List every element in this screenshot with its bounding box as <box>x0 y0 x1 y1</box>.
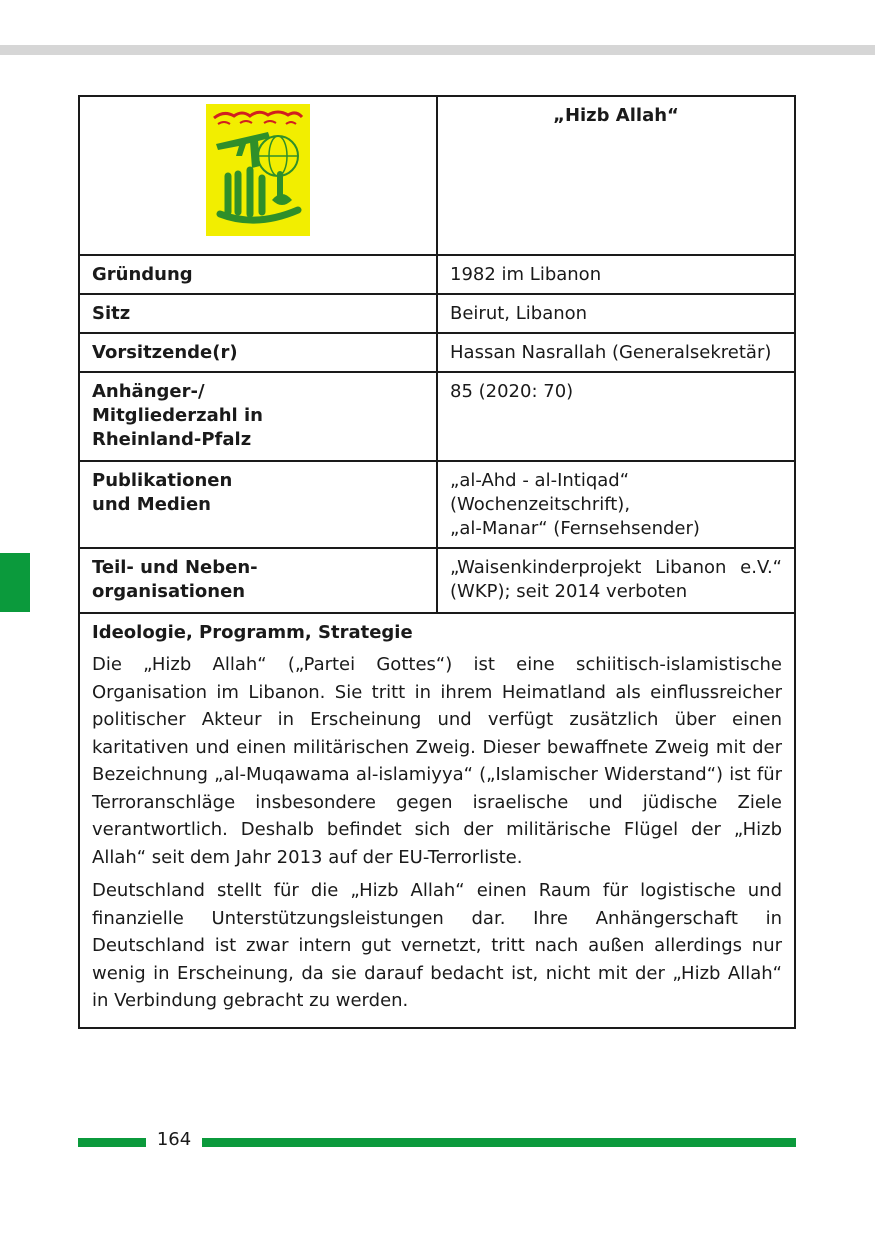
row-value-line: „al-Manar“ (Fernsehsender) <box>450 518 700 539</box>
row-value-line: „al-Ahd - al-Intiqad“ (Wochenzeitschrift), <box>450 470 631 515</box>
row-label-line: Anhänger-/ <box>92 381 205 402</box>
organization-title: „Hizb Allah“ <box>437 96 795 255</box>
row-value: Hassan Nasrallah (Generalsekretär) <box>437 333 795 372</box>
table-row <box>79 461 795 548</box>
ideology-paragraph: Die „Hizb Allah“ („Partei Gottes“) ist eine schiitisch-islamistische Organisation im Libanon. Sie tritt in ihrem Heimatland als einflussreicher politischer Akteur in Erscheinung und verfügt zusätzlich über einen karitativen und einen militärischen Zweig. Dieser bewaffnete Zweig mit der Bezeichnung „al-Muqawama al-islamiyya“ („Islamischer Widerstand“) ist für Terroranschläge insbesondere gegen israelische und jüdische Ziele verantwortlich. Deshalb befindet sich der militärische Flügel der „Hizb Allah“ seit dem Jahr 2013 auf der EU-Terrorliste. <box>92 654 782 868</box>
row-label: Gründung <box>79 255 437 294</box>
row-label: Vorsitzende(r) <box>79 333 437 372</box>
row-value <box>437 461 795 548</box>
row-label-line: Mitgliederzahl in <box>92 405 263 426</box>
ideology-section <box>79 613 795 1028</box>
row-label <box>79 548 437 613</box>
header-row <box>79 96 795 255</box>
footer-rule-left <box>78 1138 146 1147</box>
row-label <box>79 461 437 548</box>
page-number: 164 <box>156 1129 192 1150</box>
table-row <box>79 255 795 294</box>
row-label-line: und Medien <box>92 494 211 515</box>
table-row <box>79 333 795 372</box>
row-label-line: Rheinland-Pfalz <box>92 429 252 450</box>
table-row <box>79 548 795 613</box>
chapter-tab-marker <box>0 553 30 612</box>
ideology-paragraph: Deutschland stellt für die „Hizb Allah“ einen Raum für logistische und finanzielle Unterstützungsleistungen dar. Ihre Anhängerschaft in Deutschland ist zwar intern gut vernetzt, tritt nach außen allerdings nur wenig in Erscheinung, da sie darauf bedacht ist, nicht mit der „Hizb Allah“ in Verbindung gebracht zu werden. <box>92 880 782 1011</box>
organization-profile-table <box>78 95 796 1029</box>
row-value: 85 (2020: 70) <box>437 372 795 461</box>
row-label-line: organisationen <box>92 581 246 602</box>
top-rule <box>0 45 875 55</box>
table-row <box>79 372 795 461</box>
footer-rule-right <box>202 1138 796 1147</box>
ideology-title: Ideologie, Programm, Strategie <box>92 622 413 643</box>
row-value: Beirut, Libanon <box>437 294 795 333</box>
row-value: „Waisenkinderprojekt Libanon e.V.“ (WKP); seit 2014 verboten <box>437 548 795 613</box>
hizb-allah-flag-logo <box>206 104 310 236</box>
row-label-line: Publikationen <box>92 470 233 491</box>
table-row <box>79 294 795 333</box>
logo-cell <box>79 96 437 255</box>
row-label-line: Teil- und Neben- <box>92 557 258 578</box>
ideology-row <box>79 613 795 1028</box>
row-value: 1982 im Libanon <box>437 255 795 294</box>
row-label: Sitz <box>79 294 437 333</box>
row-label <box>79 372 437 461</box>
